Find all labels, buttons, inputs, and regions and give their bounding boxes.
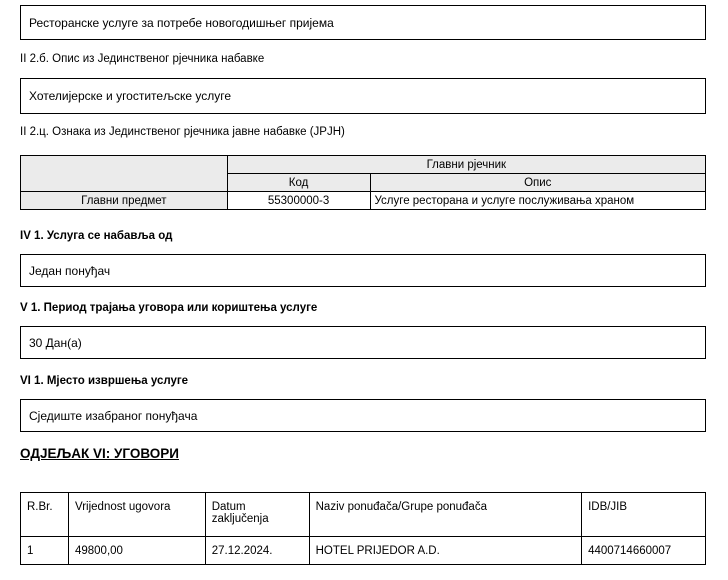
contracts-header-date: Datum zaključenja xyxy=(205,493,309,537)
contracts-section-title: ОДЈЕЉАК VI: УГОВОРИ xyxy=(20,446,179,461)
section-iv1-value: Један понуђач xyxy=(29,263,111,278)
section-2b-box xyxy=(20,78,706,114)
subject-box xyxy=(20,5,706,40)
cpv-table xyxy=(20,155,706,210)
section-v1-box xyxy=(20,326,706,359)
cpv-col-code: Код xyxy=(227,174,370,192)
section-vi1-box xyxy=(20,399,706,432)
table-row xyxy=(21,537,706,565)
cpv-row-label: Главни предмет xyxy=(21,192,228,210)
section-v1-value: 30 Дан(а) xyxy=(29,335,82,350)
contract-rbr: 1 xyxy=(21,537,69,565)
contract-date: 27.12.2024. xyxy=(205,537,309,565)
contract-idb: 4400714660007 xyxy=(582,537,706,565)
cpv-col-desc: Опис xyxy=(370,174,706,192)
contracts-header-bidder: Naziv ponuđača/Grupe ponuđača xyxy=(309,493,581,537)
section-iv1-box xyxy=(20,254,706,287)
section-2c-label: II 2.ц. Ознака из Јединственог рјечника јавне набавке (JPJH) xyxy=(20,126,345,138)
contract-value: 49800,00 xyxy=(68,537,205,565)
section-vi1-label: VI 1. Мјесто извршења услуге xyxy=(20,375,189,387)
contracts-header-value: Vrijednost ugovora xyxy=(68,493,205,537)
contract-bidder: HOTEL PRIJEDOR A.D. xyxy=(309,537,581,565)
section-vi1-value: Сједиште изабраног понуђача xyxy=(29,408,198,423)
cpv-code-value: 55300000-3 xyxy=(227,192,370,210)
cpv-desc-value: Услуге ресторана и услуге послуживања храном xyxy=(370,192,706,210)
contracts-table xyxy=(20,492,706,565)
section-v1-label: V 1. Период трајања уговора или кориштења услуге xyxy=(20,302,318,314)
cpv-empty-corner xyxy=(21,156,228,192)
contracts-header-idb: IDB/JIB xyxy=(582,493,706,537)
subject-text: Ресторанске услуге за потребе новогодишњег пријема xyxy=(29,15,334,30)
contracts-header-rbr: R.Br. xyxy=(21,493,69,537)
section-iv1-label: IV 1. Услуга се набавља од xyxy=(20,230,173,242)
section-2b-label: II 2.б. Опис из Јединственог рјечника набавке xyxy=(20,53,265,65)
section-2b-value: Хотелијерске и угоститељске услуге xyxy=(29,89,232,103)
contracts-header-row xyxy=(21,493,706,537)
cpv-group-header: Главни рјечник xyxy=(227,156,705,174)
